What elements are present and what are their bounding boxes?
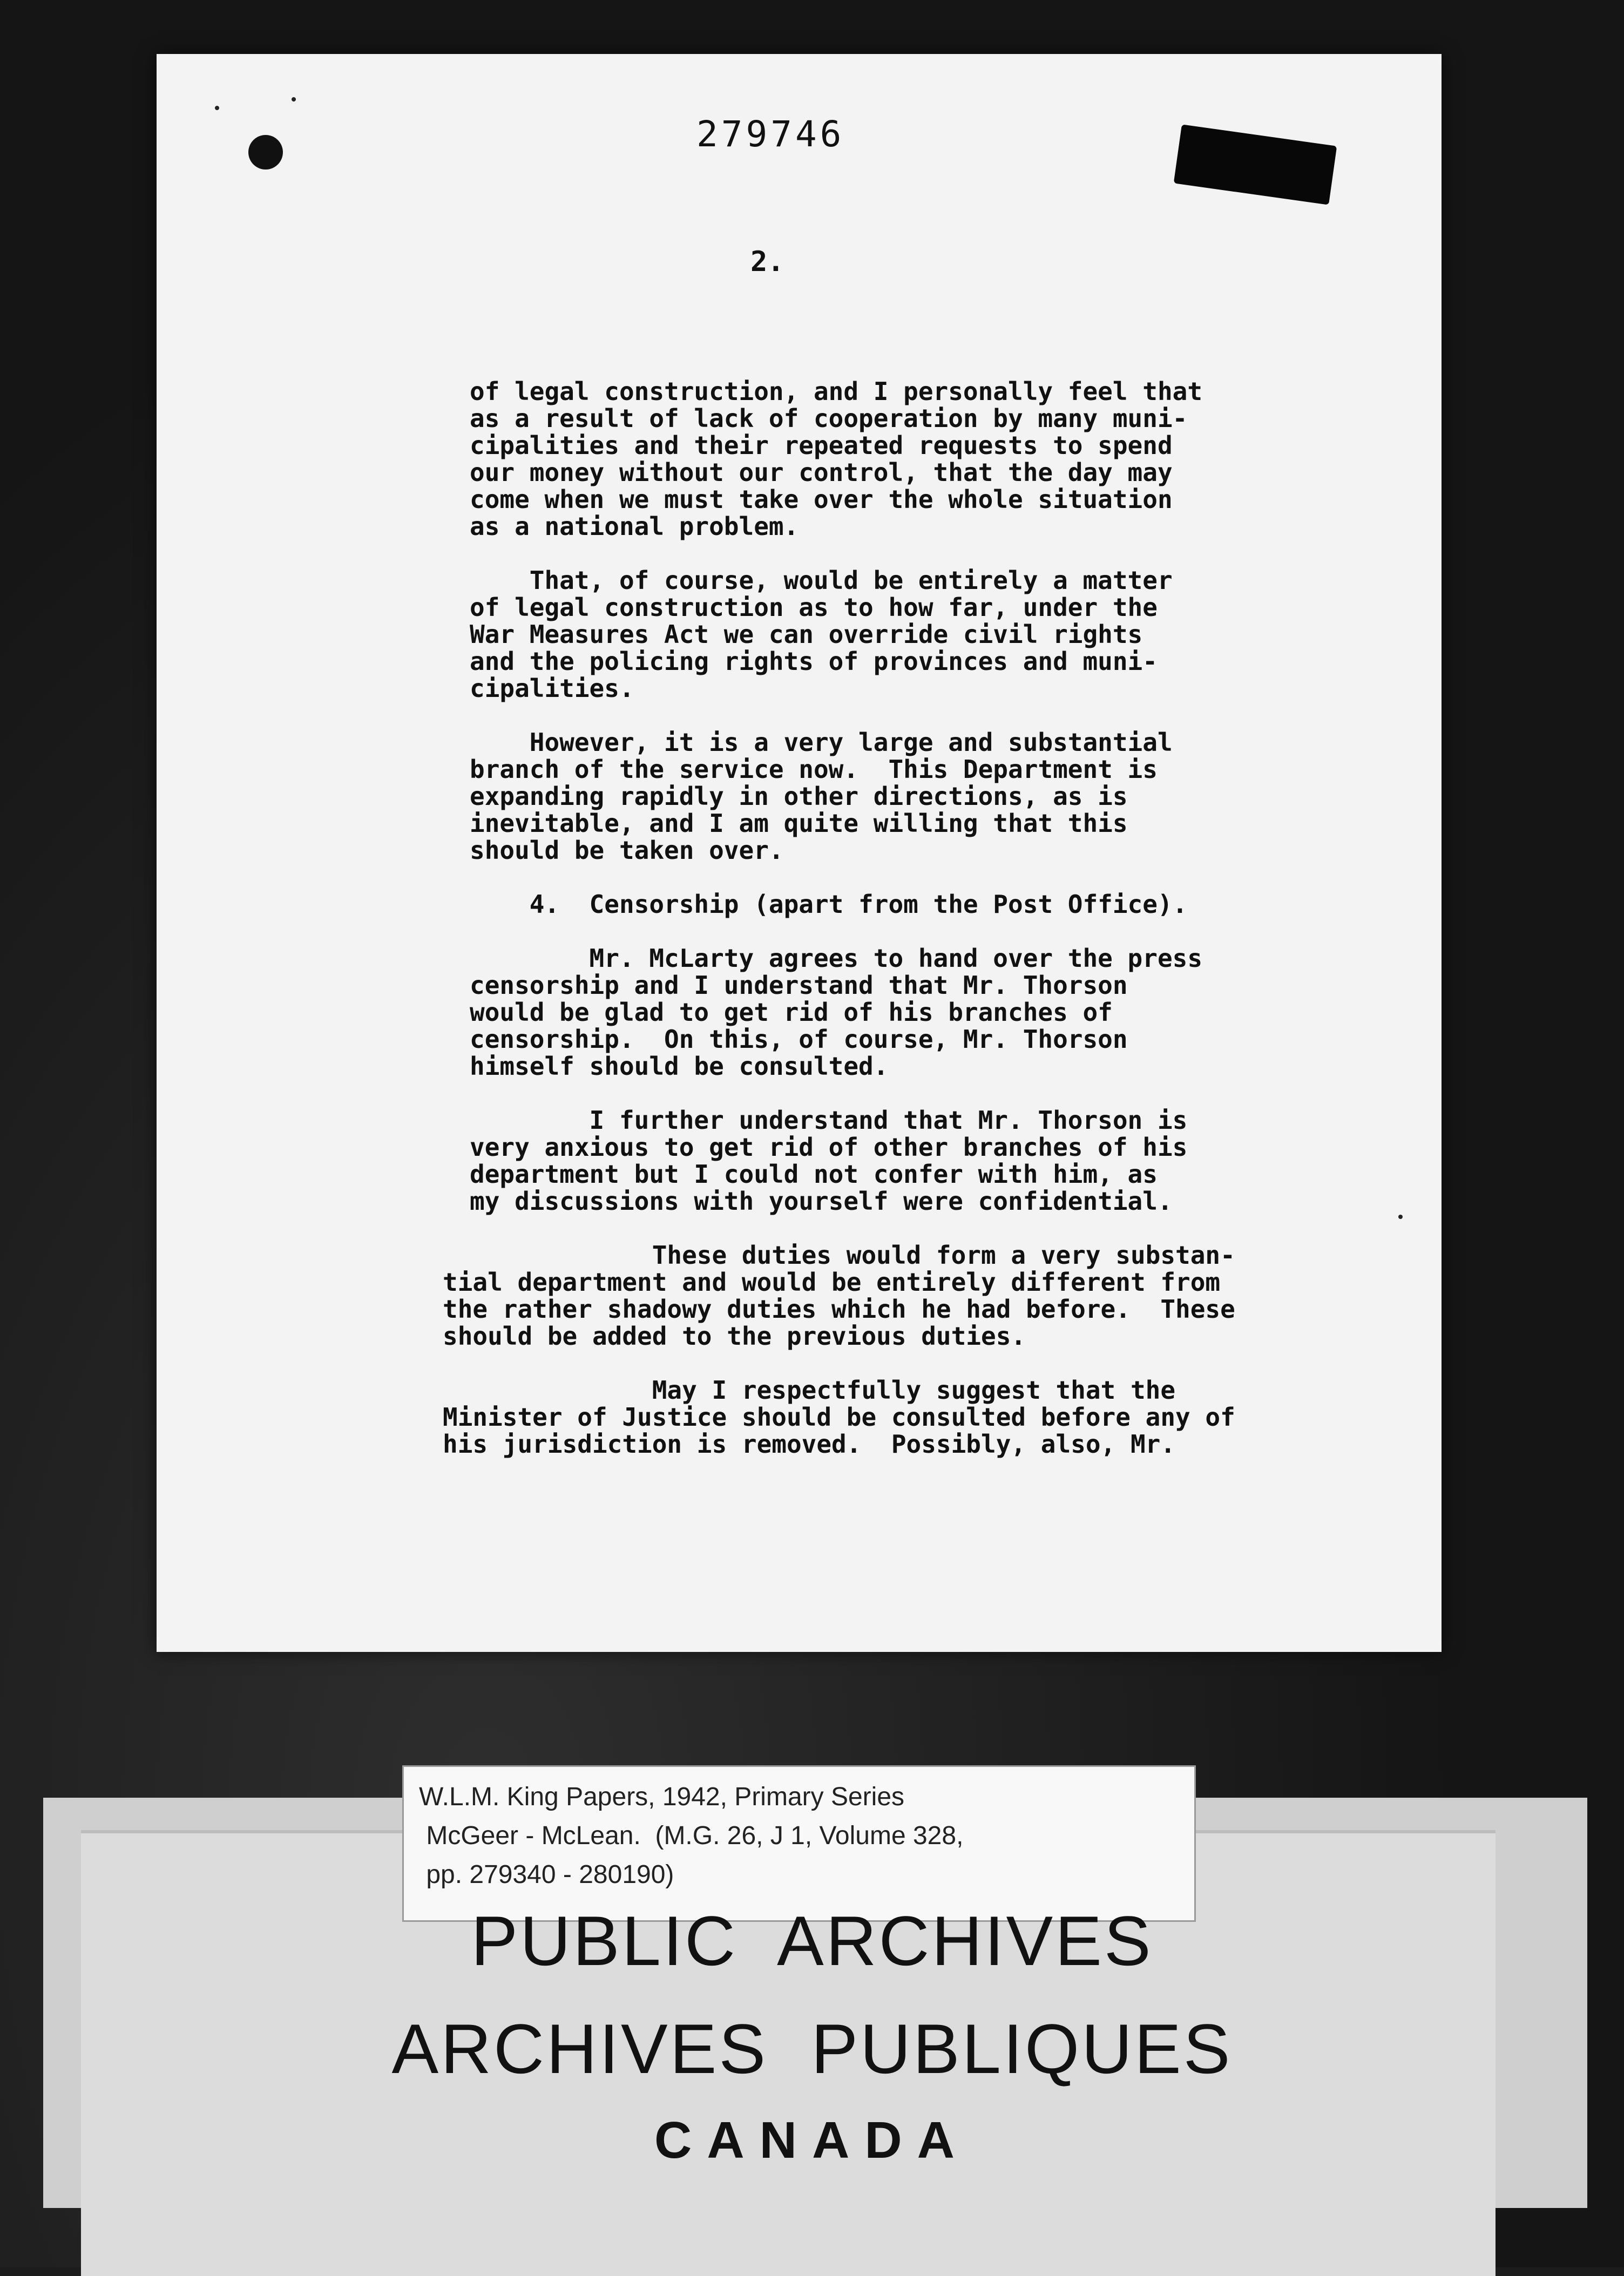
text-line: and the policing rights of provinces and muni- [470, 647, 1158, 676]
paragraph [443, 1242, 1624, 1350]
text-line: of legal construction, and I personally feel that [470, 377, 1203, 406]
text-line: 4. Censorship (apart from the Post Office). [470, 890, 1188, 919]
stamp-public-archives: PUBLIC ARCHIVES [471, 1901, 1153, 1980]
reference-slip [402, 1765, 1196, 1922]
text-line: as a national problem. [470, 512, 799, 541]
page-number: 279746 [696, 113, 845, 155]
text-line: cipalities and their repeated requests to spend [470, 431, 1173, 460]
text-line: of legal construction as to how far, under the [470, 593, 1158, 622]
archive-label-card [0, 1674, 1624, 2267]
page-sequence: 2. [750, 246, 784, 278]
text-line: inevitable, and I am quite willing that this [470, 809, 1128, 838]
text-line: censorship. On this, of course, Mr. Thorson [470, 1025, 1128, 1054]
text-line: branch of the service now. This Department is [470, 755, 1158, 784]
text-line: cipalities. [470, 674, 634, 703]
text-line: That, of course, would be entirely a matter [470, 566, 1173, 595]
speck [215, 106, 219, 110]
paragraph [443, 1377, 1624, 1458]
section-heading [470, 891, 1624, 918]
letter-page [157, 54, 1442, 1652]
text-line: would be glad to get rid of his branches of [470, 998, 1113, 1027]
text-line: very anxious to get rid of other branches of his [470, 1133, 1188, 1162]
text-line: expanding rapidly in other directions, as is [470, 782, 1128, 811]
reference-line: McGeer - McLean. (M.G. 26, J 1, Volume 328, [419, 1821, 964, 1850]
text-line: Minister of Justice should be consulted before any of [443, 1403, 1235, 1432]
text-line: his jurisdiction is removed. Possibly, also, Mr. [443, 1430, 1176, 1459]
text-line: my discussions with yourself were confidential. [470, 1187, 1173, 1216]
text-line: censorship and I understand that Mr. Thorson [470, 971, 1128, 1000]
stamp-canada: CANADA [654, 2111, 970, 2169]
paragraph [470, 567, 1624, 702]
text-line: come when we must take over the whole situation [470, 485, 1173, 514]
text-line: Mr. McLarty agrees to hand over the press [470, 944, 1203, 973]
text-line: These duties would form a very substan- [443, 1241, 1235, 1270]
redaction-mark [1174, 124, 1337, 205]
text-line: department but I could not confer with him, as [470, 1160, 1158, 1189]
paragraph [470, 729, 1624, 864]
stamp-archives-publiques: ARCHIVES PUBLIQUES [391, 2009, 1233, 2088]
text-line: as a result of lack of cooperation by many muni- [470, 404, 1188, 433]
paragraph [470, 1107, 1624, 1215]
punch-hole [248, 135, 283, 170]
text-line: I further understand that Mr. Thorson is [470, 1106, 1188, 1135]
text-line: the rather shadowy duties which he had before. These [443, 1295, 1235, 1324]
letter-body [157, 378, 1442, 1485]
paragraph [470, 945, 1624, 1080]
text-line: However, it is a very large and substantial [470, 728, 1173, 757]
text-line: tial department and would be entirely different from [443, 1268, 1221, 1297]
text-line: our money without our control, that the day may [470, 458, 1173, 487]
text-line: should be taken over. [470, 836, 784, 865]
text-line: himself should be consulted. [470, 1052, 889, 1081]
text-line: War Measures Act we can override civil rights [470, 620, 1143, 649]
text-line: May I respectfully suggest that the [443, 1376, 1176, 1405]
text-line: should be added to the previous duties. [443, 1322, 1026, 1351]
paragraph [470, 378, 1624, 540]
reference-line: W.L.M. King Papers, 1942, Primary Series [419, 1783, 905, 1811]
speck [292, 97, 296, 101]
reference-line: pp. 279340 - 280190) [419, 1860, 674, 1889]
